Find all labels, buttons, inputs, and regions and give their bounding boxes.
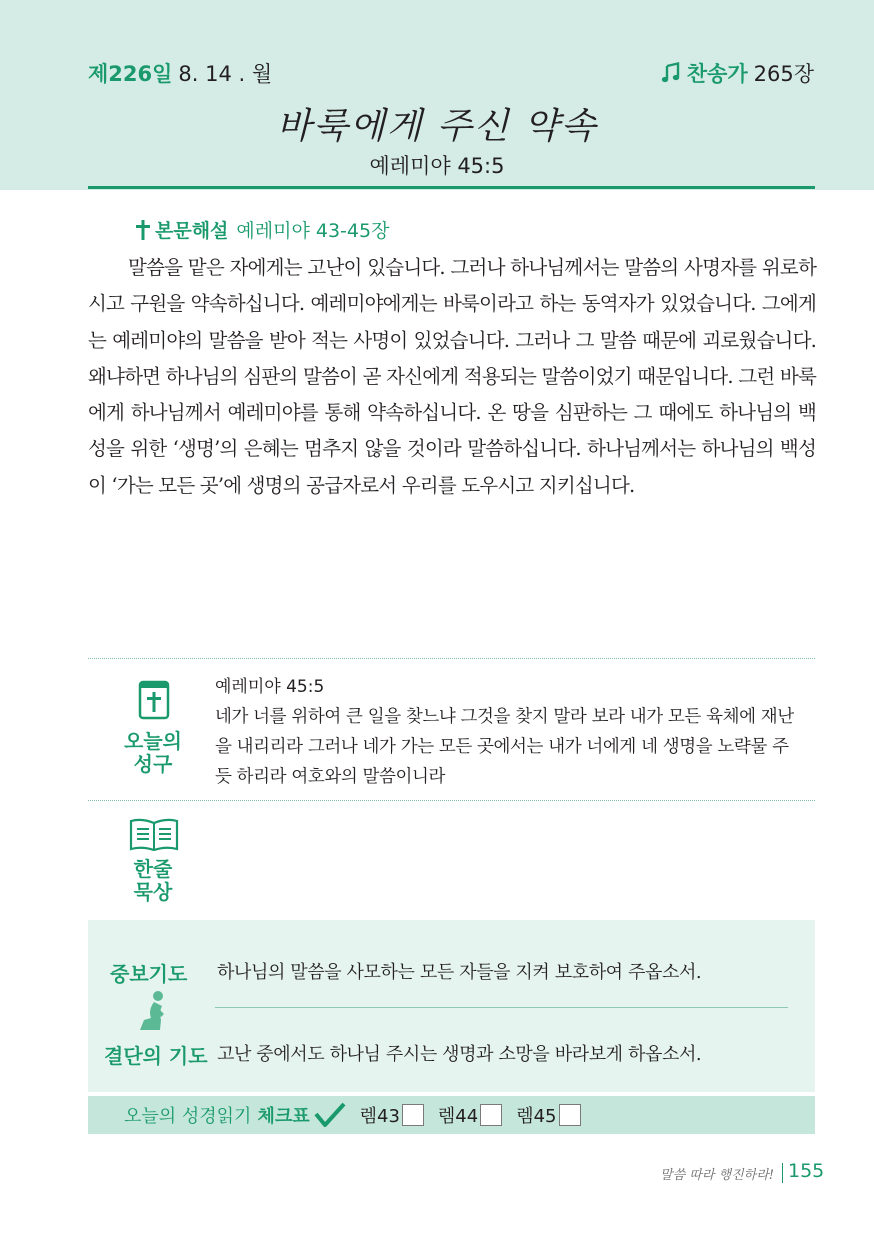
header-divider [88, 186, 815, 189]
meditation-label: 한줄 묵상 [133, 857, 173, 904]
footer-separator [782, 1163, 783, 1183]
date: 8. 14 . 월 [178, 62, 273, 86]
praying-person-icon [134, 990, 174, 1032]
hymn-info [661, 58, 814, 88]
hymn-label: 찬송가 [686, 62, 748, 86]
reading-item-jer45[interactable]: 렘45 [516, 1102, 580, 1128]
page-title: 바룩에게 주신 약속 [276, 106, 598, 147]
prayer-divider [215, 1007, 788, 1008]
commentary-label: 본문해설 [155, 220, 229, 242]
day-date-line [88, 58, 272, 88]
checkmark-icon [314, 1102, 346, 1128]
verse-text: 네가 너를 위하여 큰 일을 찾느냐 그것을 찾지 말라 보라 내가 모든 육체에 재난을 내리리라 그러나 네가 가는 모든 곳에서는 내가 너에게 네 생명을 노략물 주듯 하리라 여호와의 말씀이니라 [215, 707, 794, 787]
scripture-reference: 예레미야 45:5 [369, 154, 505, 178]
footer-motto: 말씀 따라 행진하라! [660, 1168, 774, 1183]
section-divider [88, 658, 815, 659]
reading-item-jer43[interactable]: 렘43 [360, 1102, 424, 1128]
reading-label: 오늘의 성경읽기 [124, 1106, 252, 1127]
commentary-heading [135, 216, 389, 243]
verse-reference: 예레미야 45:5 [215, 677, 325, 697]
open-book-icon [128, 817, 180, 853]
checklist-label: 체크표 [257, 1106, 310, 1127]
bible-icon [138, 680, 170, 720]
reading-checklist [88, 1096, 815, 1134]
music-note-icon [661, 62, 681, 84]
commentary-body: 말씀을 맡은 자에게는 고난이 있습니다. 그러나 하나님께서는 말씀의 사명자를 위로하시고 구원을 약속하십니다. 예레미야에게는 바룩이라고 하는 동역자가 있었습니다. 그에게는 예레미야의 말씀을 받아 적는 사명이 있었습니다. 그러나 그 말씀 때문에 괴로웠습니다. 왜냐하면 하나님의 심판의 말씀이 곧 자신에게 적용되는 말씀이었기 때문입니다. 그런 바룩에게 하나님께서 예레미야를 통해 약속하십니다. 온 땅을 심판하는 그 때에도 하나님의 백성을 위한 ‘생명’의 은혜는 멈추지 않을 것이라 말씀하십니다. 하나님께서는 하나님의 백성이 ‘가는 모든 곳’에 생명의 공급자로서 우리를 도우시고 지키십니다. [88, 256, 816, 497]
page-number: 155 [788, 1160, 825, 1182]
day-label: 제226일 [88, 62, 173, 86]
resolution-text: 고난 중에서도 하나님 주시는 생명과 소망을 바라보게 하옵소서. [217, 1044, 702, 1065]
meditation-write-area[interactable] [215, 820, 815, 910]
checkbox[interactable] [559, 1104, 581, 1126]
reading-item-jer44[interactable]: 렘44 [438, 1102, 502, 1128]
commentary-chapters: 예레미야 43-45장 [236, 220, 390, 242]
hymn-number: 265장 [753, 62, 814, 86]
checkbox[interactable] [480, 1104, 502, 1126]
section-divider [88, 800, 815, 801]
checkbox[interactable] [402, 1104, 424, 1126]
todays-verse-label: 오늘의 성구 [124, 729, 182, 776]
cross-icon [135, 220, 151, 240]
intercession-text: 하나님의 말씀을 사모하는 모든 자들을 지켜 보호하여 주옵소서. [217, 962, 702, 983]
intercession-label: 중보기도 [110, 962, 188, 986]
resolution-label: 결단의 기도 [104, 1044, 208, 1068]
